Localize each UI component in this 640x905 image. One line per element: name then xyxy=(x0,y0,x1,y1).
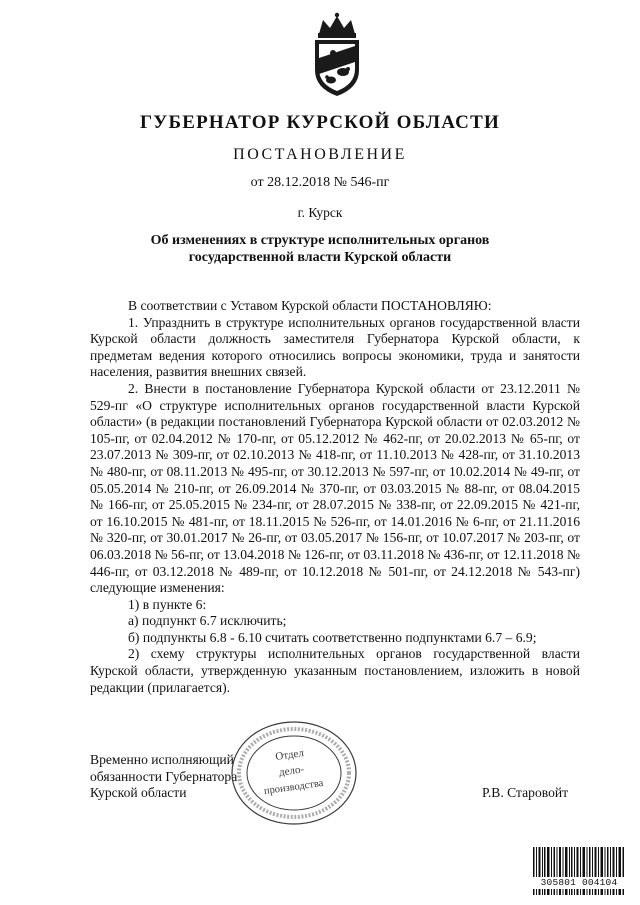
document-subject xyxy=(0,232,640,266)
signatory-line-3: Курской области xyxy=(90,785,187,801)
governor-title: ГУБЕРНАТОР КУРСКОЙ ОБЛАСТИ xyxy=(140,112,500,133)
stamp-inner-line-3: производства xyxy=(263,777,325,798)
body-item-2: 2. Внести в постановление Губернатора Курской области от 23.12.2011 № 529-пг «О структуре исполнительных органов государственной власти Курской области» (в редакции постановлений Губернатора Курской области от 02.03.2012 № 105-пг, от 02.04.2012 № 170-пг, от 05.12.2012 № 462-пг, от 20.02.2013 № 65-пг, от 23.07.2013 № 309-пг, от 02.10.2013 № 418-пг, от 11.10.2013 № 428-пг, от 31.10.2013 № 480-пг, от 08.11.2013 № 495-пг, от 30.12.2013 № 597-пг, от 10.02.2014 № 49-пг, от 05.05.2014 № 210-пг, от 26.09.2014 № 370-пг, от 03.03.2015 № 88-пг, от 08.04.2015 № 166-пг, от 25.05.2015 № 234-пг, от 28.07.2015 № 338-пг, от 22.09.2015 № 421-пг, от 16.10.2015 № 481-пг, от 18.11.2015 № 526-пг, от 14.01.2016 № 6-пг, от 21.11.2016 № 320-пг, от 30.01.2017 № 26-пг, от 03.05.2017 № 156-пг, от 10.07.2017 № 203-пг, от 06.03.2018 № 56-пг, от 13.04.2018 № 126-пг, от 03.11.2018 № 436-пг, от 12.11.2018 № 446-пг, от 03.12.2018 № 489-пг, от 10.12.2018 № 501-пг, от 24.12.2018 № 543-пг) следующие изменения: xyxy=(90,380,580,596)
signatory-name: Р.В. Старовойт xyxy=(482,785,569,800)
document-type: ПОСТАНОВЛЕНИЕ xyxy=(233,146,407,163)
document-date-number: от 28.12.2018 № 546-пг xyxy=(250,175,390,190)
signatory-line-2: обязанности Губернатора xyxy=(90,768,238,784)
stamp-inner-line-1: Отдел xyxy=(274,747,305,763)
office-stamp xyxy=(228,718,360,828)
document-body xyxy=(90,298,580,696)
stamp-inner-line-2: дело- xyxy=(278,763,305,779)
subject-line-2: государственной власти Курской области xyxy=(188,250,452,265)
subject-line-1: Об изменениях в структуре исполнительных органов xyxy=(150,233,490,248)
coat-of-arms-emblem xyxy=(305,12,369,98)
signatory-line-1: Временно исполняющий xyxy=(90,752,234,767)
document-city: г. Курск xyxy=(297,205,343,220)
body-subitem-b: б) подпункты 6.8 - 6.10 считать соответственно подпунктами 6.7 – 6.9; xyxy=(128,629,537,645)
body-subitem-2: 2) схему структуры исполнительных органов государственной власти Курской области, утвержденную указанным постановлением, изложить в новой редакции (прилагается). xyxy=(90,646,580,695)
body-subitem-a: а) подпункт 6.7 исключить; xyxy=(128,613,287,629)
barcode-number: 305801 004104 xyxy=(533,877,625,889)
body-intro: В соответствии с Уставом Курской области ПОСТАНОВЛЯЮ: xyxy=(128,298,492,313)
signatory-position xyxy=(90,752,237,802)
body-item-1: 1. Упразднить в структуре исполнительных органов государственной власти Курской области должность заместителя Губернатора Курской области, к предметам ведения которого относились вопросы экономики, труда и занятости населения, развития внешних связей. xyxy=(90,314,580,380)
body-subitem-1: 1) в пункте 6: xyxy=(128,596,207,612)
